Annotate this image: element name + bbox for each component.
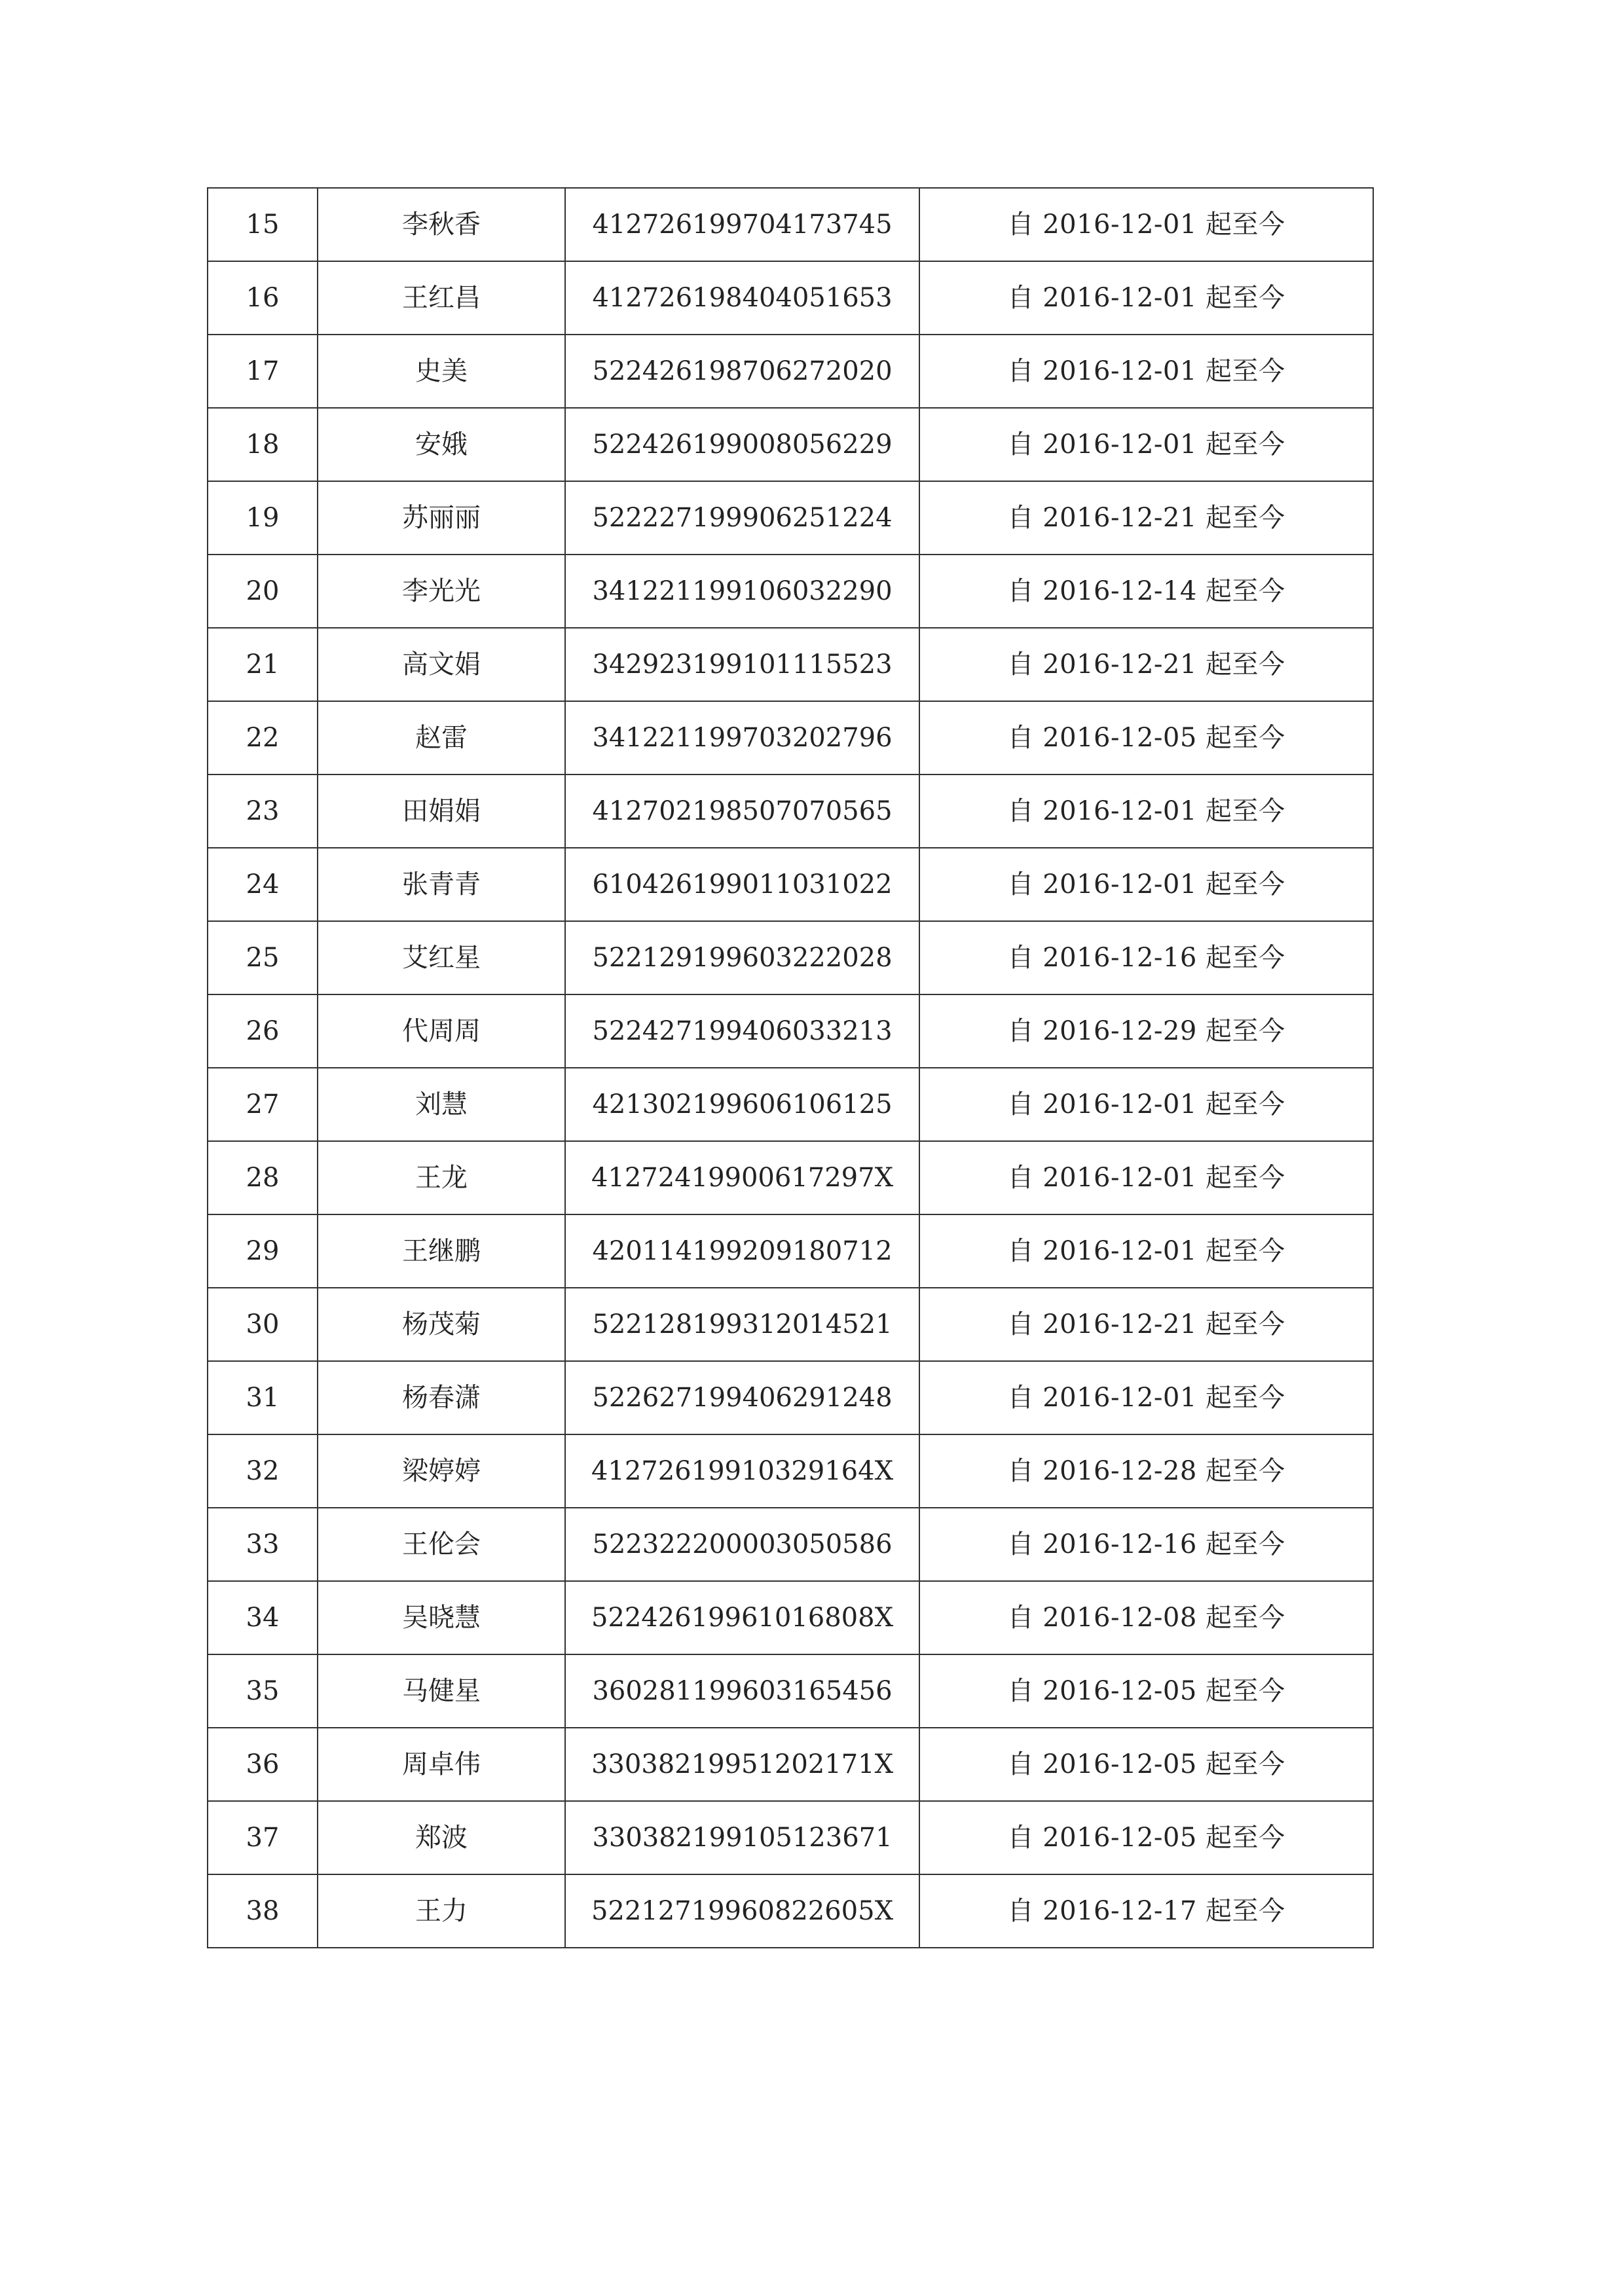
employment-period bbox=[919, 1874, 1373, 1948]
period-prefix: 自 bbox=[1007, 1676, 1034, 1706]
period-prefix: 自 bbox=[1007, 429, 1034, 460]
id-number: 52242619961016808X bbox=[565, 1581, 919, 1654]
employment-period bbox=[919, 1654, 1373, 1728]
period-start-date: 2016-12-05 bbox=[1043, 1749, 1197, 1779]
table-row bbox=[208, 1801, 1373, 1874]
period-start-date: 2016-12-01 bbox=[1043, 796, 1197, 826]
row-number: 24 bbox=[208, 848, 318, 921]
table-row bbox=[208, 1581, 1373, 1654]
period-start-date: 2016-12-08 bbox=[1043, 1603, 1197, 1633]
table-row bbox=[208, 774, 1373, 848]
employment-period bbox=[919, 1508, 1373, 1581]
table-row bbox=[208, 848, 1373, 921]
employment-period bbox=[919, 1361, 1373, 1434]
period-prefix: 自 bbox=[1007, 503, 1034, 533]
id-number: 41272619910329164X bbox=[565, 1434, 919, 1508]
roster-table bbox=[207, 187, 1374, 1948]
period-start-date: 2016-12-05 bbox=[1043, 1823, 1197, 1853]
row-number: 31 bbox=[208, 1361, 318, 1434]
id-number: 522128199312014521 bbox=[565, 1288, 919, 1361]
table-row bbox=[208, 1214, 1373, 1288]
table-row bbox=[208, 1508, 1373, 1581]
person-name: 王红昌 bbox=[318, 261, 565, 335]
period-suffix: 起至今 bbox=[1206, 1749, 1285, 1779]
row-number: 29 bbox=[208, 1214, 318, 1288]
table-row bbox=[208, 1654, 1373, 1728]
period-suffix: 起至今 bbox=[1206, 943, 1285, 973]
employment-period bbox=[919, 335, 1373, 408]
row-number: 25 bbox=[208, 921, 318, 994]
table-row bbox=[208, 1874, 1373, 1948]
person-name: 郑波 bbox=[318, 1801, 565, 1874]
row-number: 26 bbox=[208, 994, 318, 1068]
period-prefix: 自 bbox=[1007, 649, 1034, 680]
id-number: 522322200003050586 bbox=[565, 1508, 919, 1581]
period-start-date: 2016-12-01 bbox=[1043, 869, 1197, 900]
row-number: 15 bbox=[208, 188, 318, 261]
table-row bbox=[208, 481, 1373, 555]
period-suffix: 起至今 bbox=[1206, 649, 1285, 680]
table-row bbox=[208, 1141, 1373, 1214]
id-number: 522427199406033213 bbox=[565, 994, 919, 1068]
employment-period bbox=[919, 1434, 1373, 1508]
period-start-date: 2016-12-01 bbox=[1043, 356, 1197, 386]
row-number: 28 bbox=[208, 1141, 318, 1214]
period-start-date: 2016-12-01 bbox=[1043, 429, 1197, 460]
employment-period bbox=[919, 1801, 1373, 1874]
row-number: 35 bbox=[208, 1654, 318, 1728]
period-prefix: 自 bbox=[1007, 943, 1034, 973]
employment-period bbox=[919, 1288, 1373, 1361]
id-number: 522227199906251224 bbox=[565, 481, 919, 555]
period-prefix: 自 bbox=[1007, 1823, 1034, 1853]
employment-period bbox=[919, 848, 1373, 921]
period-start-date: 2016-12-16 bbox=[1043, 1529, 1197, 1559]
period-start-date: 2016-12-05 bbox=[1043, 1676, 1197, 1706]
period-suffix: 起至今 bbox=[1206, 283, 1285, 313]
period-start-date: 2016-12-21 bbox=[1043, 503, 1197, 533]
id-number: 420114199209180712 bbox=[565, 1214, 919, 1288]
person-name: 王继鹏 bbox=[318, 1214, 565, 1288]
employment-period bbox=[919, 701, 1373, 774]
roster-table-body bbox=[208, 188, 1373, 1948]
id-number: 341221199703202796 bbox=[565, 701, 919, 774]
employment-period bbox=[919, 628, 1373, 701]
document-page bbox=[207, 187, 1373, 1948]
row-number: 21 bbox=[208, 628, 318, 701]
period-prefix: 自 bbox=[1007, 1236, 1034, 1266]
person-name: 史美 bbox=[318, 335, 565, 408]
person-name: 刘慧 bbox=[318, 1068, 565, 1141]
id-number: 360281199603165456 bbox=[565, 1654, 919, 1728]
period-suffix: 起至今 bbox=[1206, 1089, 1285, 1120]
row-number: 34 bbox=[208, 1581, 318, 1654]
table-row bbox=[208, 921, 1373, 994]
period-prefix: 自 bbox=[1007, 723, 1034, 753]
period-prefix: 自 bbox=[1007, 356, 1034, 386]
period-prefix: 自 bbox=[1007, 1163, 1034, 1193]
row-number: 19 bbox=[208, 481, 318, 555]
person-name: 赵雷 bbox=[318, 701, 565, 774]
row-number: 30 bbox=[208, 1288, 318, 1361]
row-number: 38 bbox=[208, 1874, 318, 1948]
row-number: 23 bbox=[208, 774, 318, 848]
person-name: 王伦会 bbox=[318, 1508, 565, 1581]
id-number: 33038219951202171X bbox=[565, 1728, 919, 1801]
period-suffix: 起至今 bbox=[1206, 1236, 1285, 1266]
row-number: 37 bbox=[208, 1801, 318, 1874]
period-start-date: 2016-12-05 bbox=[1043, 723, 1197, 753]
person-name: 梁婷婷 bbox=[318, 1434, 565, 1508]
period-start-date: 2016-12-28 bbox=[1043, 1456, 1197, 1486]
employment-period bbox=[919, 555, 1373, 628]
row-number: 33 bbox=[208, 1508, 318, 1581]
period-suffix: 起至今 bbox=[1206, 1163, 1285, 1193]
period-start-date: 2016-12-01 bbox=[1043, 210, 1197, 240]
id-number: 41272419900617297X bbox=[565, 1141, 919, 1214]
person-name: 苏丽丽 bbox=[318, 481, 565, 555]
period-prefix: 自 bbox=[1007, 1456, 1034, 1486]
period-prefix: 自 bbox=[1007, 796, 1034, 826]
id-number: 330382199105123671 bbox=[565, 1801, 919, 1874]
table-row bbox=[208, 188, 1373, 261]
table-row bbox=[208, 1728, 1373, 1801]
id-number: 610426199011031022 bbox=[565, 848, 919, 921]
period-start-date: 2016-12-14 bbox=[1043, 576, 1197, 606]
period-prefix: 自 bbox=[1007, 869, 1034, 900]
row-number: 18 bbox=[208, 408, 318, 481]
period-start-date: 2016-12-16 bbox=[1043, 943, 1197, 973]
table-row bbox=[208, 994, 1373, 1068]
row-number: 32 bbox=[208, 1434, 318, 1508]
id-number: 522426198706272020 bbox=[565, 335, 919, 408]
employment-period bbox=[919, 1581, 1373, 1654]
period-prefix: 自 bbox=[1007, 1896, 1034, 1926]
period-suffix: 起至今 bbox=[1206, 1823, 1285, 1853]
table-row bbox=[208, 1288, 1373, 1361]
period-start-date: 2016-12-01 bbox=[1043, 1163, 1197, 1193]
table-row bbox=[208, 1434, 1373, 1508]
table-row bbox=[208, 261, 1373, 335]
period-prefix: 自 bbox=[1007, 1749, 1034, 1779]
id-number: 342923199101115523 bbox=[565, 628, 919, 701]
id-number: 412726198404051653 bbox=[565, 261, 919, 335]
person-name: 田娟娟 bbox=[318, 774, 565, 848]
person-name: 王力 bbox=[318, 1874, 565, 1948]
period-suffix: 起至今 bbox=[1206, 503, 1285, 533]
employment-period bbox=[919, 1141, 1373, 1214]
employment-period bbox=[919, 1728, 1373, 1801]
person-name: 杨春潇 bbox=[318, 1361, 565, 1434]
person-name: 李光光 bbox=[318, 555, 565, 628]
period-start-date: 2016-12-21 bbox=[1043, 649, 1197, 680]
table-row bbox=[208, 335, 1373, 408]
row-number: 20 bbox=[208, 555, 318, 628]
period-prefix: 自 bbox=[1007, 1089, 1034, 1120]
person-name: 艾红星 bbox=[318, 921, 565, 994]
table-row bbox=[208, 1361, 1373, 1434]
person-name: 王龙 bbox=[318, 1141, 565, 1214]
id-number: 52212719960822605X bbox=[565, 1874, 919, 1948]
person-name: 安娥 bbox=[318, 408, 565, 481]
person-name: 代周周 bbox=[318, 994, 565, 1068]
table-row bbox=[208, 555, 1373, 628]
period-prefix: 自 bbox=[1007, 576, 1034, 606]
row-number: 22 bbox=[208, 701, 318, 774]
id-number: 412726199704173745 bbox=[565, 188, 919, 261]
period-prefix: 自 bbox=[1007, 210, 1034, 240]
period-suffix: 起至今 bbox=[1206, 356, 1285, 386]
period-start-date: 2016-12-17 bbox=[1043, 1896, 1197, 1926]
row-number: 17 bbox=[208, 335, 318, 408]
person-name: 吴晓慧 bbox=[318, 1581, 565, 1654]
row-number: 36 bbox=[208, 1728, 318, 1801]
id-number: 522129199603222028 bbox=[565, 921, 919, 994]
person-name: 杨茂菊 bbox=[318, 1288, 565, 1361]
employment-period bbox=[919, 1068, 1373, 1141]
period-prefix: 自 bbox=[1007, 1016, 1034, 1046]
period-suffix: 起至今 bbox=[1206, 1383, 1285, 1413]
table-row bbox=[208, 701, 1373, 774]
period-prefix: 自 bbox=[1007, 283, 1034, 313]
period-prefix: 自 bbox=[1007, 1383, 1034, 1413]
period-suffix: 起至今 bbox=[1206, 723, 1285, 753]
employment-period bbox=[919, 481, 1373, 555]
table-row bbox=[208, 1068, 1373, 1141]
employment-period bbox=[919, 188, 1373, 261]
table-row bbox=[208, 628, 1373, 701]
id-number: 421302199606106125 bbox=[565, 1068, 919, 1141]
period-suffix: 起至今 bbox=[1206, 429, 1285, 460]
period-suffix: 起至今 bbox=[1206, 796, 1285, 826]
period-prefix: 自 bbox=[1007, 1603, 1034, 1633]
period-suffix: 起至今 bbox=[1206, 1456, 1285, 1486]
employment-period bbox=[919, 774, 1373, 848]
id-number: 412702198507070565 bbox=[565, 774, 919, 848]
period-suffix: 起至今 bbox=[1206, 1896, 1285, 1926]
period-start-date: 2016-12-01 bbox=[1043, 1383, 1197, 1413]
person-name: 高文娟 bbox=[318, 628, 565, 701]
person-name: 周卓伟 bbox=[318, 1728, 565, 1801]
period-suffix: 起至今 bbox=[1206, 576, 1285, 606]
id-number: 522426199008056229 bbox=[565, 408, 919, 481]
row-number: 27 bbox=[208, 1068, 318, 1141]
period-start-date: 2016-12-21 bbox=[1043, 1309, 1197, 1339]
row-number: 16 bbox=[208, 261, 318, 335]
period-start-date: 2016-12-01 bbox=[1043, 1236, 1197, 1266]
period-suffix: 起至今 bbox=[1206, 1603, 1285, 1633]
employment-period bbox=[919, 1214, 1373, 1288]
period-suffix: 起至今 bbox=[1206, 1676, 1285, 1706]
employment-period bbox=[919, 994, 1373, 1068]
id-number: 522627199406291248 bbox=[565, 1361, 919, 1434]
period-suffix: 起至今 bbox=[1206, 1016, 1285, 1046]
period-suffix: 起至今 bbox=[1206, 1529, 1285, 1559]
period-start-date: 2016-12-01 bbox=[1043, 283, 1197, 313]
person-name: 张青青 bbox=[318, 848, 565, 921]
period-prefix: 自 bbox=[1007, 1529, 1034, 1559]
person-name: 马健星 bbox=[318, 1654, 565, 1728]
period-start-date: 2016-12-01 bbox=[1043, 1089, 1197, 1120]
id-number: 341221199106032290 bbox=[565, 555, 919, 628]
person-name: 李秋香 bbox=[318, 188, 565, 261]
period-suffix: 起至今 bbox=[1206, 869, 1285, 900]
table-row bbox=[208, 408, 1373, 481]
period-suffix: 起至今 bbox=[1206, 210, 1285, 240]
period-prefix: 自 bbox=[1007, 1309, 1034, 1339]
employment-period bbox=[919, 921, 1373, 994]
period-suffix: 起至今 bbox=[1206, 1309, 1285, 1339]
employment-period bbox=[919, 261, 1373, 335]
employment-period bbox=[919, 408, 1373, 481]
period-start-date: 2016-12-29 bbox=[1043, 1016, 1197, 1046]
